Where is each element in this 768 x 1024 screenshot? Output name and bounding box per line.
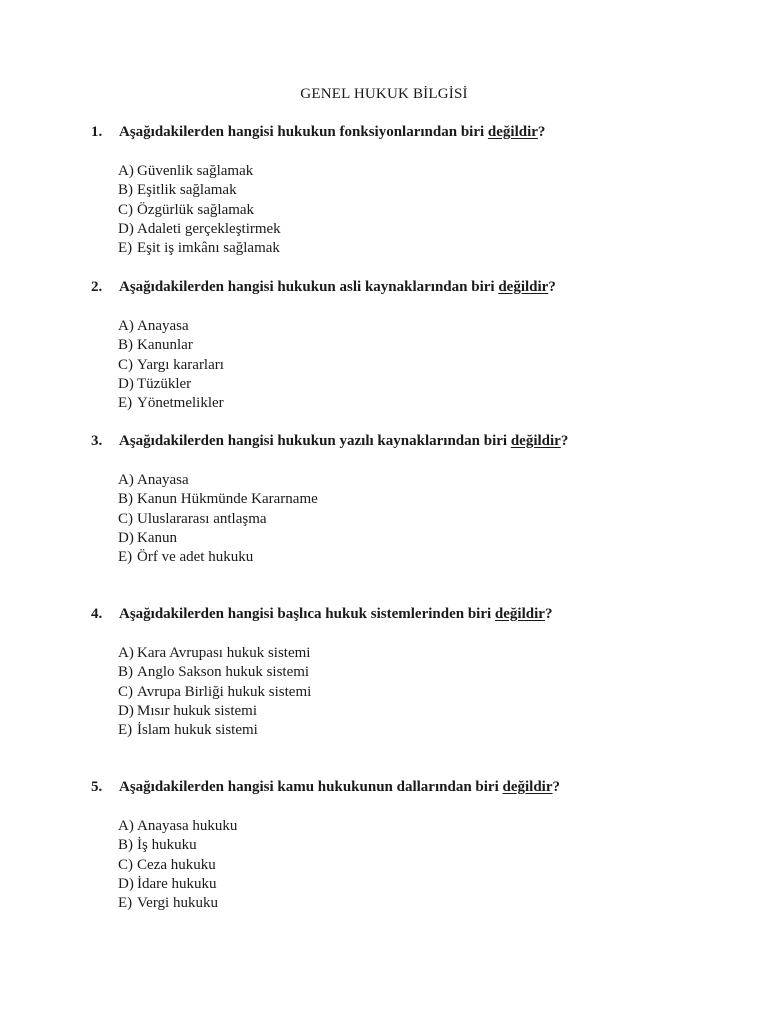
- option-letter: E): [118, 549, 133, 566]
- option-letter: D): [118, 702, 134, 719]
- option-letter: A): [118, 818, 134, 834]
- option-letter: A): [118, 472, 134, 488]
- option-text: Kanun: [137, 529, 177, 546]
- option-letter: A): [118, 318, 134, 334]
- question-header: [0, 124, 768, 144]
- question-header: [0, 433, 768, 453]
- question-number: 1.: [91, 124, 103, 140]
- option-letter: D): [118, 220, 134, 237]
- question-mark: ?: [552, 779, 561, 795]
- option-letter: E): [118, 240, 133, 257]
- option-letter: E): [118, 395, 133, 412]
- option-d: [0, 530, 768, 549]
- question-mark: ?: [548, 279, 556, 295]
- option-letter: B): [118, 837, 133, 854]
- option-text: Eşitlik sağlamak: [137, 182, 237, 199]
- option-text: Vergi hukuku: [137, 895, 218, 912]
- question-2: [0, 279, 768, 414]
- option-letter: C): [118, 683, 133, 700]
- answer-options: [0, 472, 768, 568]
- question-keyword: değildir: [502, 779, 553, 795]
- option-d: [0, 376, 768, 395]
- option-letter: A): [118, 163, 134, 179]
- option-a: [0, 318, 768, 337]
- option-c: [0, 357, 768, 376]
- option-text: Ceza hukuku: [137, 856, 216, 873]
- answer-options: [0, 645, 768, 741]
- answer-options: [0, 818, 768, 914]
- question-mark: ?: [544, 606, 553, 622]
- option-letter: C): [118, 201, 133, 218]
- option-text: İdare hukuku: [137, 875, 217, 892]
- option-text: Kanunlar: [137, 337, 193, 354]
- option-letter: C): [118, 356, 133, 373]
- option-c: [0, 857, 768, 876]
- option-c: [0, 202, 768, 221]
- option-letter: B): [118, 337, 133, 354]
- option-b: [0, 837, 768, 856]
- option-letter: D): [118, 375, 134, 392]
- option-letter: D): [118, 875, 134, 892]
- option-text: Eşit iş imkânı sağlamak: [137, 240, 280, 257]
- option-e: [0, 895, 768, 914]
- option-c: [0, 511, 768, 530]
- option-e: [0, 549, 768, 568]
- question-text: [119, 433, 568, 450]
- option-text: Adaleti gerçekleştirmek: [137, 220, 281, 237]
- question-1: [0, 124, 768, 259]
- option-b: [0, 182, 768, 201]
- option-d: [0, 876, 768, 895]
- option-c: [0, 684, 768, 703]
- question-mark: ?: [537, 124, 546, 140]
- option-text: Anayasa hukuku: [137, 818, 238, 834]
- question-text-start: Aşağıdakilerden hangisi hukukun yazılı kaynaklarından biri: [119, 433, 511, 449]
- question-header: [0, 606, 768, 626]
- question-text-start: Aşağıdakilerden hangisi hukukun fonksiyonlarından biri: [119, 124, 488, 140]
- option-text: Yargı kararları: [137, 356, 224, 373]
- option-a: [0, 645, 768, 664]
- option-a: [0, 472, 768, 491]
- question-3: [0, 433, 768, 568]
- question-keyword: değildir: [498, 279, 549, 295]
- answer-options: [0, 318, 768, 414]
- option-text: İş hukuku: [137, 837, 197, 854]
- question-4: [0, 606, 768, 741]
- option-text: Avrupa Birliği hukuk sistemi: [137, 683, 312, 700]
- question-mark: ?: [560, 433, 569, 449]
- option-text: Anayasa: [137, 472, 189, 488]
- question-5: [0, 779, 768, 914]
- option-b: [0, 664, 768, 683]
- answer-options: [0, 163, 768, 259]
- question-number: 3.: [91, 433, 103, 449]
- question-text: [119, 606, 552, 623]
- question-text-start: Aşağıdakilerden hangisi başlıca hukuk sistemlerinden biri: [119, 606, 495, 622]
- option-text: Tüzükler: [137, 375, 192, 392]
- option-text: Kanun Hükmünde Kararname: [137, 491, 318, 508]
- option-text: Yönetmelikler: [137, 395, 224, 412]
- option-a: [0, 163, 768, 182]
- question-header: [0, 779, 768, 799]
- question-text: [119, 124, 545, 141]
- question-number: 2.: [91, 279, 103, 295]
- option-letter: A): [118, 645, 134, 661]
- document-title: GENEL HUKUK BİLGİSİ: [300, 86, 468, 102]
- option-e: [0, 395, 768, 414]
- option-letter: B): [118, 491, 133, 508]
- option-letter: D): [118, 529, 134, 546]
- option-b: [0, 491, 768, 510]
- option-text: Güvenlik sağlamak: [137, 163, 254, 179]
- option-text: Anglo Sakson hukuk sistemi: [137, 664, 310, 681]
- option-text: Kara Avrupası hukuk sistemi: [137, 645, 311, 661]
- option-text: Özgürlük sağlamak: [137, 201, 255, 218]
- option-text: Anayasa: [137, 318, 189, 334]
- option-text: İslam hukuk sistemi: [137, 722, 258, 739]
- question-number: 4.: [91, 606, 103, 622]
- option-letter: C): [118, 856, 133, 873]
- question-keyword: değildir: [510, 433, 561, 449]
- question-keyword: değildir: [494, 606, 545, 622]
- question-header: [0, 279, 768, 299]
- option-letter: B): [118, 664, 133, 681]
- question-text: [119, 279, 556, 296]
- option-text: Mısır hukuk sistemi: [137, 702, 258, 719]
- question-text: [119, 779, 560, 796]
- question-keyword: değildir: [487, 124, 538, 140]
- option-e: [0, 240, 768, 259]
- option-letter: E): [118, 895, 133, 912]
- option-b: [0, 337, 768, 356]
- option-e: [0, 722, 768, 741]
- option-text: Örf ve adet hukuku: [137, 549, 254, 566]
- question-number: 5.: [91, 779, 103, 795]
- question-text-start: Aşağıdakilerden hangisi kamu hukukunun dallarından biri: [119, 779, 503, 795]
- question-text-start: Aşağıdakilerden hangisi hukukun asli kaynaklarından biri: [119, 279, 499, 295]
- option-a: [0, 818, 768, 837]
- option-letter: B): [118, 182, 133, 199]
- option-text: Uluslararası antlaşma: [137, 510, 267, 527]
- option-letter: C): [118, 510, 133, 527]
- option-letter: E): [118, 722, 133, 739]
- option-d: [0, 703, 768, 722]
- option-d: [0, 221, 768, 240]
